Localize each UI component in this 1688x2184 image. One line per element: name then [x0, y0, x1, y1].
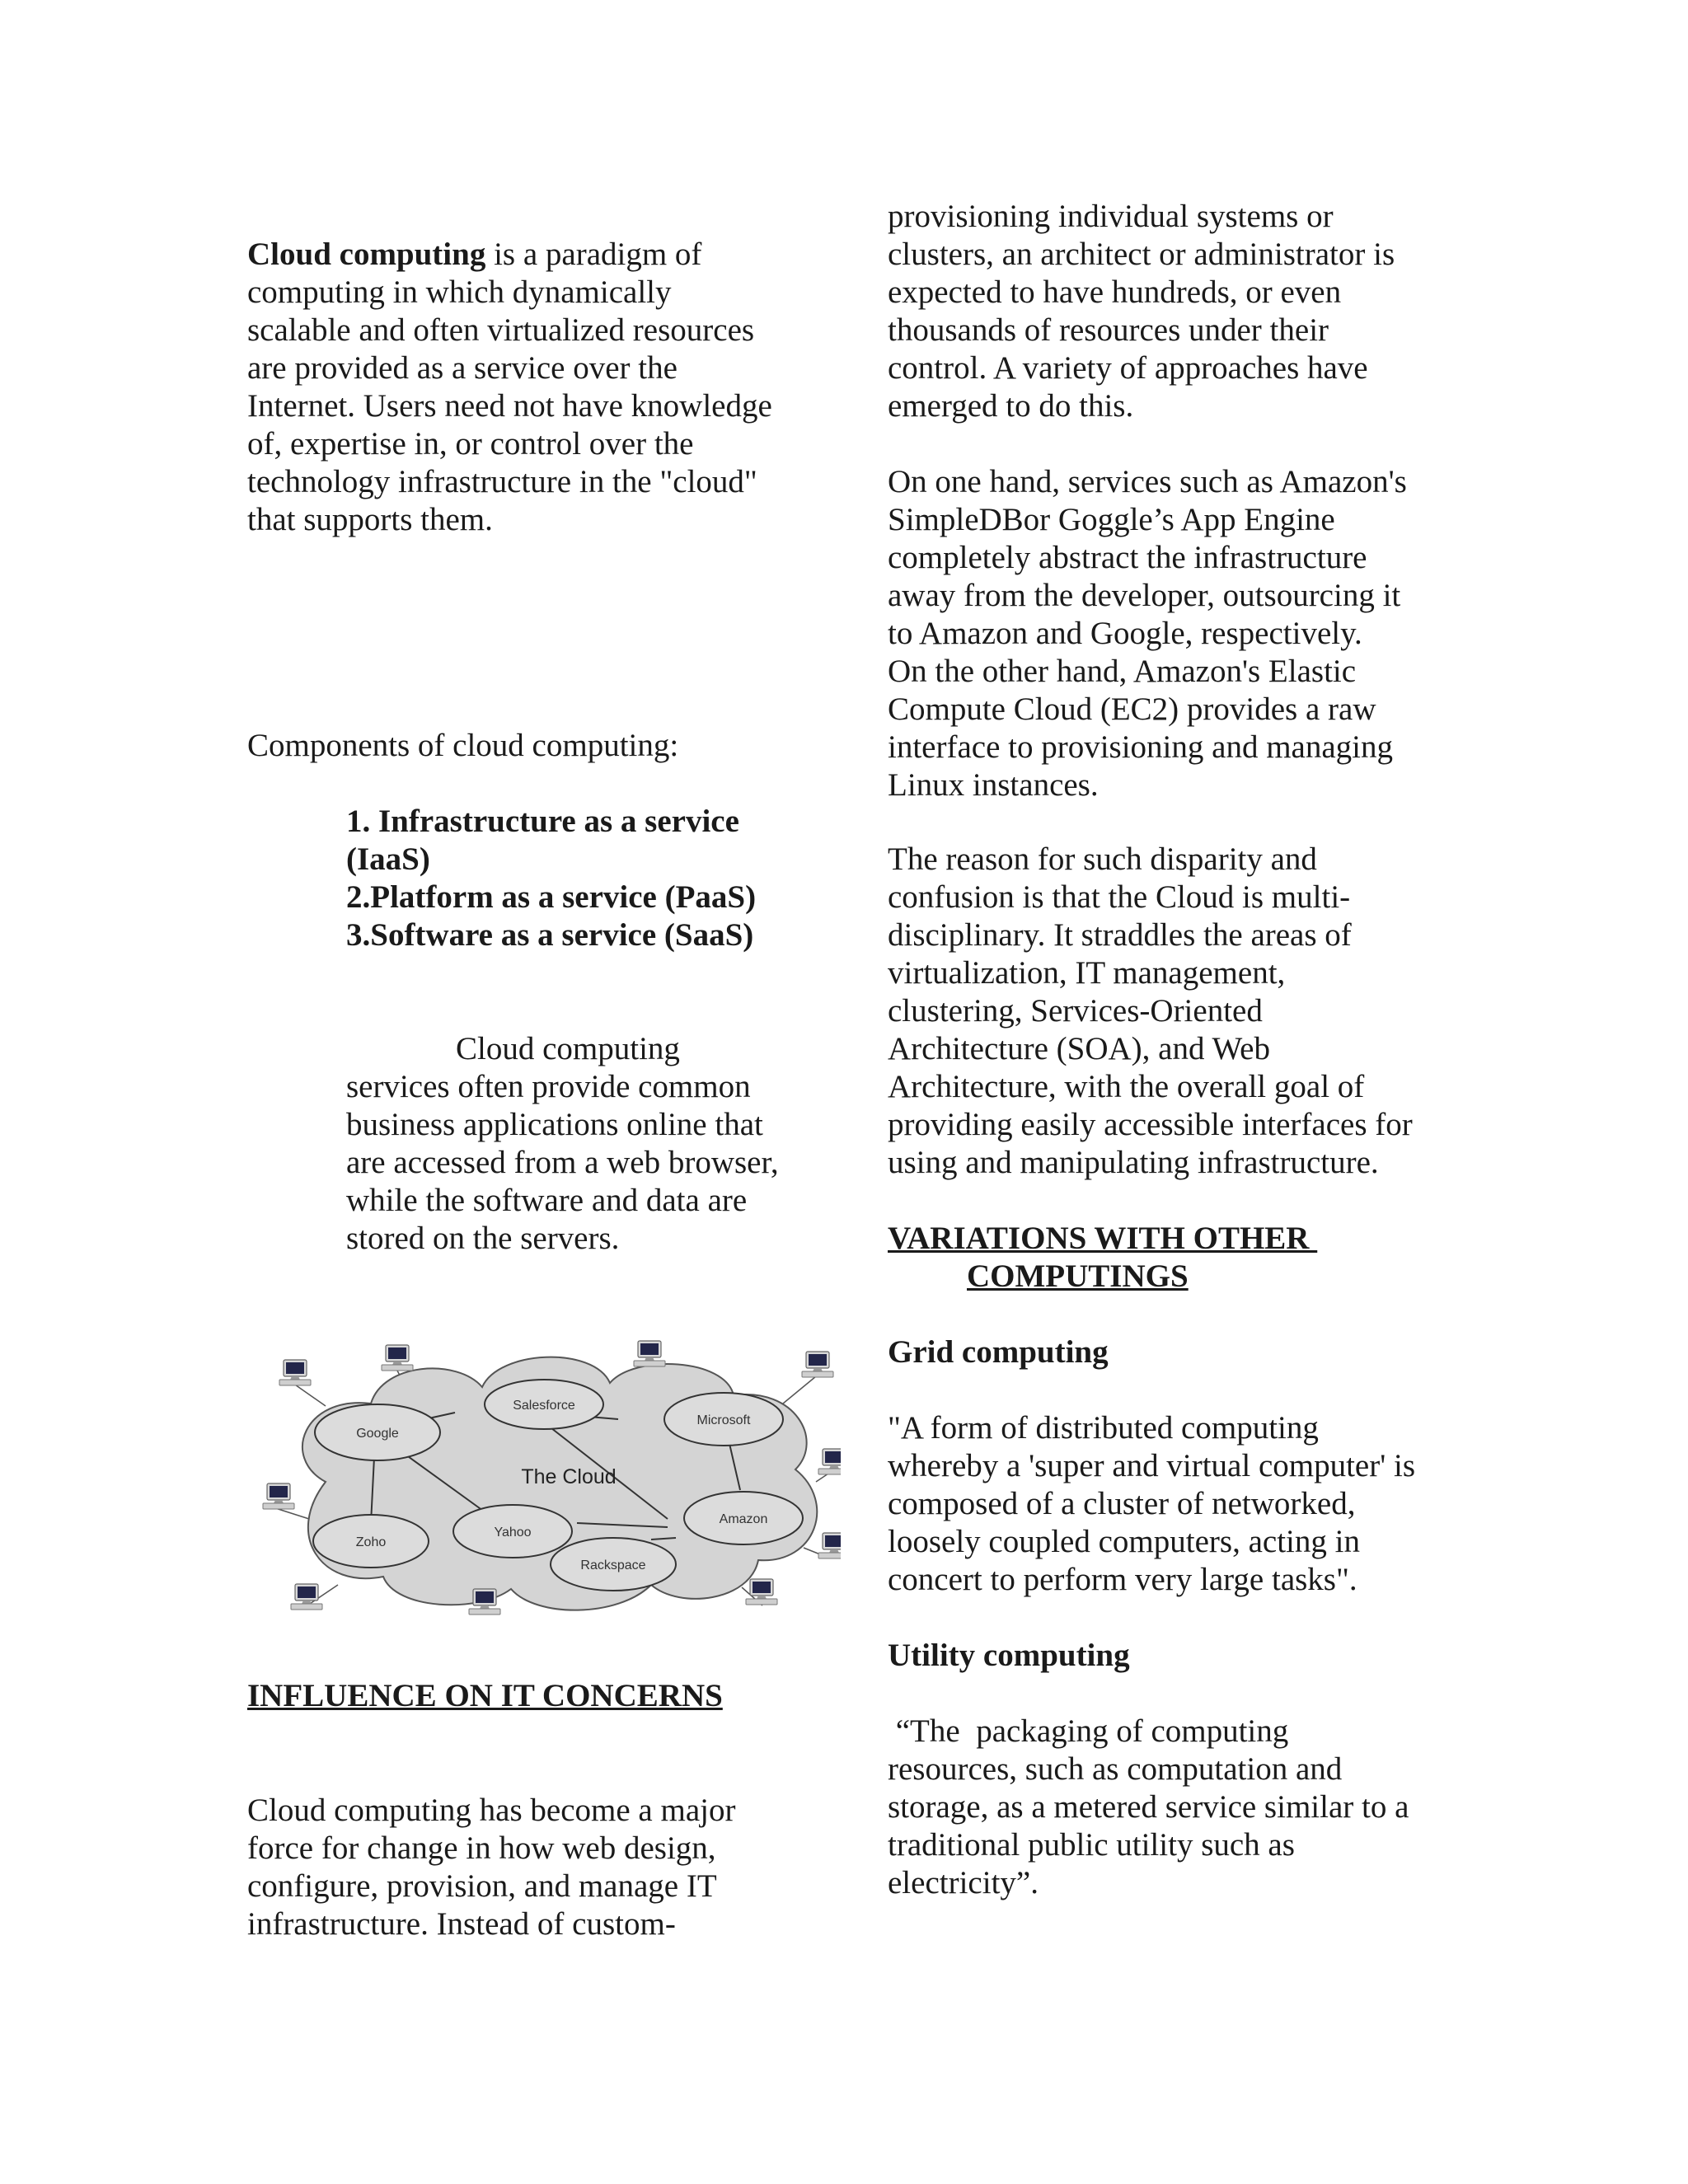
cloud-node-microsoft [664, 1393, 783, 1446]
services-line: services often provide common [346, 1069, 751, 1104]
text-line: composed of a cluster of networked, [888, 1486, 1356, 1521]
components-heading: Components of cloud computing: [247, 728, 679, 763]
text-line: to Amazon and Google, respectively. [888, 616, 1362, 651]
node-label-microsoft: Microsoft [696, 1413, 751, 1427]
text-line: provisioning individual systems or [888, 199, 1334, 234]
node-label-google: Google [356, 1427, 399, 1441]
variations-heading-line: VARIATIONS WITH OTHER [888, 1221, 1318, 1256]
text-line: storage, as a metered service similar to a [888, 1789, 1409, 1825]
node-label-rackspace: Rackspace [580, 1558, 646, 1572]
utility-heading: Utility computing [888, 1638, 1130, 1673]
text-line: whereby a 'super and virtual computer' is [888, 1448, 1416, 1483]
text-line: Compute Cloud (EC2) provides a raw [888, 691, 1376, 727]
text-line: control. A variety of approaches have [888, 350, 1368, 386]
intro-line: of, expertise in, or control over the [247, 426, 694, 462]
text-line: clusters, an architect or administrator is [888, 237, 1395, 272]
text-line: providing easily accessible interfaces for [888, 1107, 1413, 1142]
text-line: electricity”. [888, 1865, 1039, 1900]
text-line: interface to provisioning and managing [888, 729, 1393, 765]
services-line: while the software and data are [346, 1183, 748, 1218]
text-line: "A form of distributed computing [888, 1410, 1319, 1446]
text-line: On the other hand, Amazon's Elastic [888, 654, 1357, 689]
text-line: concert to perform very large tasks". [888, 1562, 1357, 1597]
intro-line: Internet. Users need not have knowledge [247, 388, 772, 424]
services-line: business applications online that [346, 1107, 763, 1142]
text-line: using and manipulating infrastructure. [888, 1145, 1379, 1180]
node-label-salesforce: Salesforce [513, 1399, 575, 1413]
text-line: SimpleDBor Goggle’s App Engine [888, 502, 1335, 537]
components-item: 2.Platform as a service (PaaS) [346, 879, 757, 915]
text-line: emerged to do this. [888, 388, 1134, 424]
node-label-yahoo: Yahoo [494, 1526, 532, 1540]
intro-line: are provided as a service over the [247, 350, 678, 386]
text-line: expected to have hundreds, or even [888, 274, 1342, 310]
cloud-node-amazon [684, 1492, 803, 1544]
text-line: Architecture (SOA), and Web [888, 1031, 1270, 1066]
node-label-zoho: Zoho [355, 1535, 387, 1549]
text-line: Linux instances. [888, 767, 1099, 803]
utility-paragraph [888, 1713, 1409, 1902]
text-line: “The packaging of computing [888, 1713, 1289, 1749]
influence-line: Cloud computing has become a major [247, 1793, 736, 1828]
grid-heading: Grid computing [888, 1334, 1109, 1370]
node-label-amazon: Amazon [719, 1512, 768, 1526]
intro-line: scalable and often virtualized resources [247, 312, 755, 348]
cloud-node-google [315, 1404, 440, 1460]
cloud-node-salesforce [485, 1380, 603, 1429]
text-line: On one hand, services such as Amazon's [888, 464, 1407, 499]
cloud-title: The Cloud [521, 1465, 617, 1488]
cloud-node-yahoo [453, 1505, 572, 1558]
text-line: The reason for such disparity and [888, 841, 1317, 877]
cloud-node-rackspace [551, 1538, 676, 1591]
intro-paragraph [247, 236, 772, 539]
disparity-paragraph [888, 841, 1413, 1182]
cloud-diagram [247, 1325, 841, 1638]
text-line: traditional public utility such as [888, 1827, 1295, 1863]
intro-line: is a paradigm of [485, 237, 702, 272]
influence-paragraph [247, 1792, 735, 1943]
text-line: resources, such as computation and [888, 1751, 1343, 1787]
intro-line: technology infrastructure in the "cloud" [247, 464, 757, 499]
variations-heading [888, 1220, 1317, 1296]
components-item: 1. Infrastructure as a service [346, 804, 739, 839]
influence-line: force for change in how web design, [247, 1830, 716, 1866]
components-item: (IaaS) [346, 841, 430, 877]
influence-heading: INFLUENCE ON IT CONCERNS [247, 1678, 723, 1713]
text-line: disciplinary. It straddles the areas of [888, 917, 1352, 953]
services-line: Cloud computing [456, 1031, 680, 1066]
influence-line: infrastructure. Instead of custom- [247, 1906, 676, 1942]
services-line: stored on the servers. [346, 1221, 620, 1256]
intro-term: Cloud computing [247, 237, 486, 272]
text-line: virtualization, IT management, [888, 955, 1286, 991]
text-line: away from the developer, outsourcing it [888, 578, 1401, 613]
text-line: clustering, Services-Oriented [888, 993, 1263, 1029]
text-line: completely abstract the infrastructure [888, 540, 1367, 575]
cloud-node-zoho [313, 1515, 429, 1568]
intro-line: that supports them. [247, 502, 493, 537]
influence-line: configure, provision, and manage IT [247, 1868, 717, 1904]
intro-line: computing in which dynamically [247, 274, 672, 310]
grid-paragraph [888, 1409, 1415, 1599]
provisioning-paragraph [888, 198, 1395, 425]
services-paragraph [346, 1030, 779, 1258]
text-line: thousands of resources under their [888, 312, 1329, 348]
components-item: 3.Software as a service (SaaS) [346, 917, 754, 953]
services-line: are accessed from a web browser, [346, 1145, 779, 1180]
text-line: Architecture, with the overall goal of [888, 1069, 1365, 1104]
services-comparison-paragraph [888, 463, 1407, 804]
text-line: confusion is that the Cloud is multi- [888, 879, 1351, 915]
components-list [346, 803, 756, 954]
variations-heading-line: COMPUTINGS [967, 1258, 1189, 1294]
text-line: loosely coupled computers, acting in [888, 1524, 1360, 1559]
